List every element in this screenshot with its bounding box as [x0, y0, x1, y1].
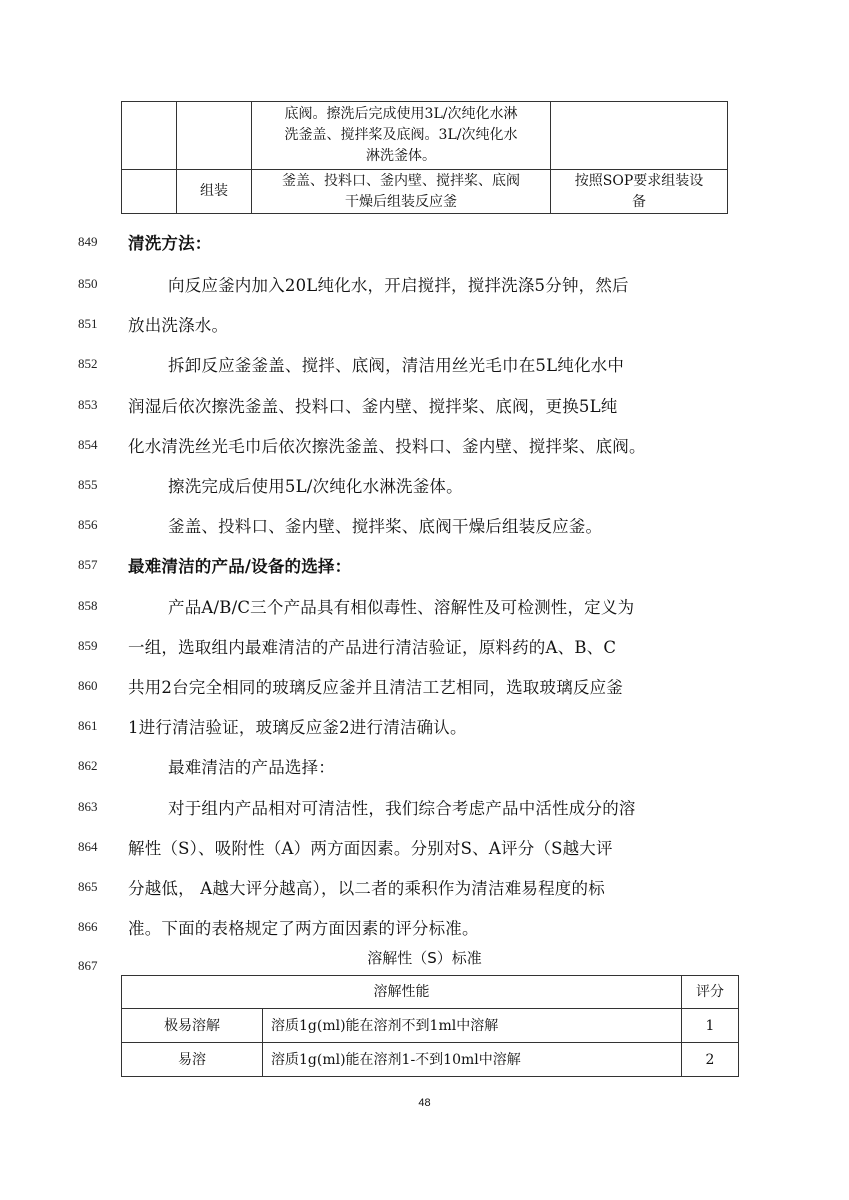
paragraph-line: 共用2台完全相同的玻璃反应釜并且清洁工艺相同，选取玻璃反应釜 [128, 678, 623, 697]
table-cell: 溶质1g(ml)能在溶剂1-不到10ml中溶解 [263, 1043, 682, 1077]
line-number: 863 [78, 799, 98, 814]
line-number: 867 [78, 958, 98, 973]
line-number: 851 [78, 316, 98, 331]
cell-line: 洗釜盖、搅拌桨及底阀。3L/次纯化水 [284, 127, 518, 143]
cell-line: 按照SOP要求组装设 [574, 172, 704, 189]
line-number: 861 [78, 718, 98, 733]
section-heading: 清洗方法： [128, 234, 212, 253]
line-number: 857 [78, 557, 98, 572]
table-cell: 极易溶解 [122, 1009, 263, 1043]
line-number: 854 [78, 437, 98, 452]
cell-line: 备 [632, 193, 646, 210]
paragraph-line: 放出洗涤水。 [128, 316, 229, 335]
line-number: 864 [78, 839, 98, 854]
table-cell: 溶质1g(ml)能在溶剂不到1ml中溶解 [263, 1009, 682, 1043]
table-row [122, 102, 728, 170]
cell-line: 底阀。擦洗后完成使用3L/次纯化水淋 [284, 106, 518, 122]
table-cell [122, 170, 177, 214]
table-cell [551, 170, 728, 214]
line-number: 853 [78, 397, 98, 412]
paragraph-line: 擦洗完成后使用5L/次纯化水淋洗釜体。 [168, 477, 463, 496]
paragraph-line: 最难清洁的产品选择： [168, 758, 335, 777]
paragraph-line: 一组，选取组内最难清洁的产品进行清洁验证，原料药的A、B、C [128, 638, 617, 657]
line-number: 865 [78, 879, 98, 894]
table-header-row [122, 976, 739, 1009]
table-cell [551, 102, 728, 170]
paragraph-line: 准。下面的表格规定了两方面因素的评分标准。 [128, 919, 479, 938]
table-cell: 2 [682, 1043, 739, 1077]
line-number: 859 [78, 638, 98, 653]
line-number: 860 [78, 678, 98, 693]
paragraph-line: 拆卸反应釜釜盖、搅拌、底阀，清洁用丝光毛巾在5L纯化水中 [168, 356, 625, 375]
cleaning-steps-table [121, 101, 728, 214]
table-cell [177, 102, 252, 170]
table-cell [252, 102, 551, 170]
paragraph-line: 解性（S）、吸附性（A）两方面因素。分别对S、A评分（S越大评 [128, 839, 613, 858]
header-cell: 溶解性能 [122, 976, 682, 1009]
page-number: 48 [418, 1097, 431, 1109]
table-cell: 易溶 [122, 1043, 263, 1077]
cell-line: 干燥后组装反应釜 [345, 193, 457, 210]
paragraph-line: 润湿后依次擦洗釜盖、投料口、釜内壁、搅拌桨、底阀，更换5L纯 [128, 397, 618, 416]
paragraph-line: 化水清洗丝光毛巾后依次擦洗釜盖、投料口、釜内壁、搅拌桨、底阀。 [128, 437, 646, 456]
paragraph-line: 1进行清洁验证，玻璃反应釜2进行清洁确认。 [128, 718, 467, 737]
section-heading: 最难清洁的产品/设备的选择： [128, 557, 352, 576]
table-cell: 1 [682, 1009, 739, 1043]
paragraph-line: 对于组内产品相对可清洁性，我们综合考虑产品中活性成分的溶 [168, 799, 636, 818]
line-number: 858 [78, 598, 98, 613]
line-number: 849 [78, 234, 98, 249]
table-caption: 溶解性（S）标准 [367, 949, 482, 967]
line-number: 852 [78, 356, 98, 371]
table-cell [122, 102, 177, 170]
paragraph-line: 釜盖、投料口、釜内壁、搅拌桨、底阀干燥后组装反应釜。 [168, 517, 603, 536]
cell-line: 釜盖、投料口、釜内壁、搅拌桨、底阀 [282, 172, 520, 189]
line-number: 856 [78, 517, 98, 532]
line-number: 866 [78, 919, 98, 934]
table-row [122, 170, 728, 214]
paragraph-line: 产品A/B/C三个产品具有相似毒性、溶解性及可检测性，定义为 [168, 598, 635, 617]
header-cell: 评分 [682, 976, 739, 1009]
line-number: 855 [78, 477, 98, 492]
table-row [122, 1009, 739, 1043]
table-cell [252, 170, 551, 214]
cell-line: 淋洗釜体。 [366, 148, 436, 164]
line-number: 862 [78, 758, 98, 773]
table-row [122, 1043, 739, 1077]
line-number: 850 [78, 276, 98, 291]
paragraph-line: 向反应釜内加入20L纯化水，开启搅拌，搅拌洗涤5分钟，然后 [168, 276, 629, 295]
solubility-table [121, 975, 739, 1077]
table-cell: 组装 [177, 170, 252, 214]
paragraph-line: 分越低， A越大评分越高），以二者的乘积作为清洁难易程度的标 [128, 879, 605, 898]
